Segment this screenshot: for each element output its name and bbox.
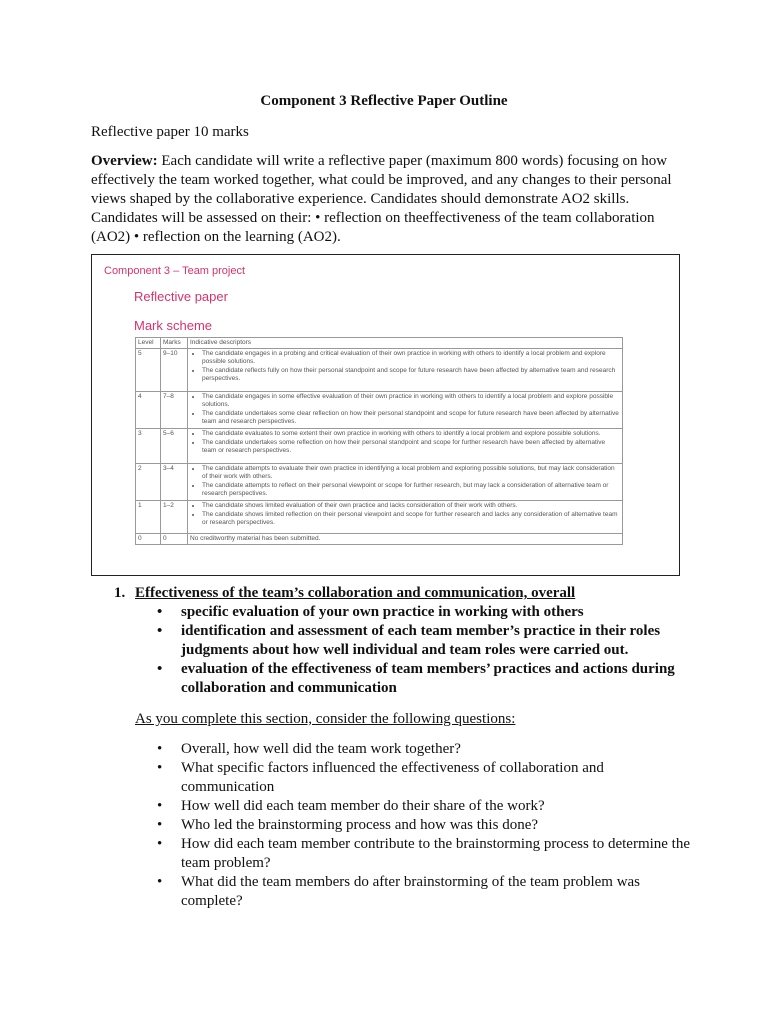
subtitle: Reflective paper 10 marks xyxy=(91,124,249,140)
descriptor-cell: No creditworthy material has been submitted. xyxy=(188,534,623,545)
descriptor-item: • The candidate attempts to reflect on their personal viewpoint or scope for further research, but may lack a consideration of alternative team or research perspectives. xyxy=(202,482,620,498)
list-item-text: How well did each team member do their share of the work? xyxy=(181,798,545,814)
overview-label: Overview: xyxy=(91,153,158,169)
descriptor-item: • The candidate engages in some effective evaluation of their own practice in working with others to identify a local problem and explore possible solutions. xyxy=(202,393,620,409)
marks-cell: 0 xyxy=(161,534,188,545)
descriptor-item: • The candidate evaluates to some extent their own practice in working with others to identify a local problem and explore possible solutions. xyxy=(202,430,620,438)
page-title: Component 3 Reflective Paper Outline xyxy=(260,93,508,109)
overview-text: Each candidate will write a reflective paper (maximum 800 words) focusing on how effectively the team worked together, what could be improved, and any changes to their personal views shaped by the collaborative experience. Candidates should demonstrate AO2 skills. Candidates will be assessed on their: • reflection on theeffectiveness of the team collaboration (AO2) • reflection on the learning (AO2). xyxy=(91,153,672,245)
question-item xyxy=(157,835,691,873)
list-item-text: identification and assessment of each team member’s practice in their roles judgments about how well individual and team roles were carried out. xyxy=(181,623,661,658)
question-item xyxy=(157,740,691,759)
criteria-list xyxy=(157,603,691,698)
bullet-icon: • xyxy=(157,798,163,814)
list-item-text: How did each team member contribute to the brainstorming process to determine the team problem? xyxy=(181,836,691,871)
table-row xyxy=(136,534,623,545)
descriptor-cell xyxy=(188,429,623,464)
section-number: 1. xyxy=(114,585,126,601)
marks-cell: 9–10 xyxy=(161,349,188,392)
question-item xyxy=(157,816,691,835)
bullet-icon: • xyxy=(157,836,163,852)
descriptor-cell xyxy=(188,501,623,534)
criteria-item xyxy=(157,660,691,698)
column-header-level: Level xyxy=(136,338,161,349)
descriptor-item: • The candidate engages in a probing and critical evaluation of their own practice in working with others to identify a local problem and explore possible solutions. xyxy=(202,350,620,366)
criteria-item xyxy=(157,603,691,622)
marks-cell: 3–4 xyxy=(161,464,188,501)
level-cell: 0 xyxy=(136,534,161,545)
list-item-text: evaluation of the effectiveness of team members’ practices and actions during collaboration and communication xyxy=(181,661,675,696)
mark-scheme-figure xyxy=(91,254,680,576)
mark-scheme-table xyxy=(135,337,623,545)
table-row xyxy=(136,392,623,429)
bullet-icon: • xyxy=(157,817,163,833)
questions-list xyxy=(157,740,691,911)
table-row xyxy=(136,429,623,464)
question-item xyxy=(157,873,691,911)
list-item-text: Overall, how well did the team work together? xyxy=(181,741,461,757)
descriptor-item: • The candidate shows limited reflection on their personal viewpoint and scope for further research and lacks any consideration of alternative team or research perspectives. xyxy=(202,511,620,527)
level-cell: 1 xyxy=(136,501,161,534)
question-item xyxy=(157,759,691,797)
level-cell: 5 xyxy=(136,349,161,392)
level-cell: 3 xyxy=(136,429,161,464)
descriptor-cell xyxy=(188,464,623,501)
descriptor-cell xyxy=(188,349,623,392)
bullet-icon: • xyxy=(157,623,163,639)
level-cell: 2 xyxy=(136,464,161,501)
bullet-icon: • xyxy=(157,604,163,620)
list-item-text: What did the team members do after brainstorming of the team problem was complete? xyxy=(181,874,641,909)
descriptor-item: • The candidate reflects fully on how their personal standpoint and scope for future research have been affected by alternative team and research perspectives. xyxy=(202,367,620,383)
figure-heading: Reflective paper xyxy=(134,289,228,304)
column-header-marks: Marks xyxy=(161,338,188,349)
table-row xyxy=(136,349,623,392)
marks-cell: 1–2 xyxy=(161,501,188,534)
marks-cell: 7–8 xyxy=(161,392,188,429)
bullet-icon: • xyxy=(157,874,163,890)
question-item xyxy=(157,797,691,816)
bullet-icon: • xyxy=(157,661,163,677)
descriptor-item: • The candidate attempts to evaluate their own practice in identifying a local problem and exploring possible solutions, but may lack consideration of their work with others. xyxy=(202,465,620,481)
section-heading: Effectiveness of the team’s collaboration and communication, overall xyxy=(135,585,576,601)
list-item-text: specific evaluation of your own practice in working with others xyxy=(181,604,584,620)
level-cell: 4 xyxy=(136,392,161,429)
table-row xyxy=(136,501,623,534)
descriptor-item: • The candidate undertakes some clear reflection on how their personal standpoint and scope for future research have been affected by alternative team and research perspectives. xyxy=(202,410,620,426)
table-row xyxy=(136,464,623,501)
figure-subheading: Mark scheme xyxy=(134,318,213,333)
column-header-descriptors: Indicative descriptors xyxy=(188,338,623,349)
overview-paragraph xyxy=(91,152,691,247)
bullet-icon: • xyxy=(157,760,163,776)
descriptor-item: • The candidate shows limited evaluation of their own practice and lacks consideration of their work with others. xyxy=(202,502,620,510)
list-item-text: What specific factors influenced the effectiveness of collaboration and communication xyxy=(181,760,604,795)
marks-cell: 5–6 xyxy=(161,429,188,464)
descriptor-item: • The candidate undertakes some reflection on how their personal standpoint and scope for further research have been affected by alternative team or research perspectives. xyxy=(202,439,620,455)
list-item-text: Who led the brainstorming process and how was this done? xyxy=(181,817,539,833)
consider-instruction: As you complete this section, consider the following questions: xyxy=(135,711,516,727)
descriptor-cell xyxy=(188,392,623,429)
figure-component-label: Component 3 – Team project xyxy=(104,265,246,277)
criteria-item xyxy=(157,622,691,660)
bullet-icon: • xyxy=(157,741,163,757)
